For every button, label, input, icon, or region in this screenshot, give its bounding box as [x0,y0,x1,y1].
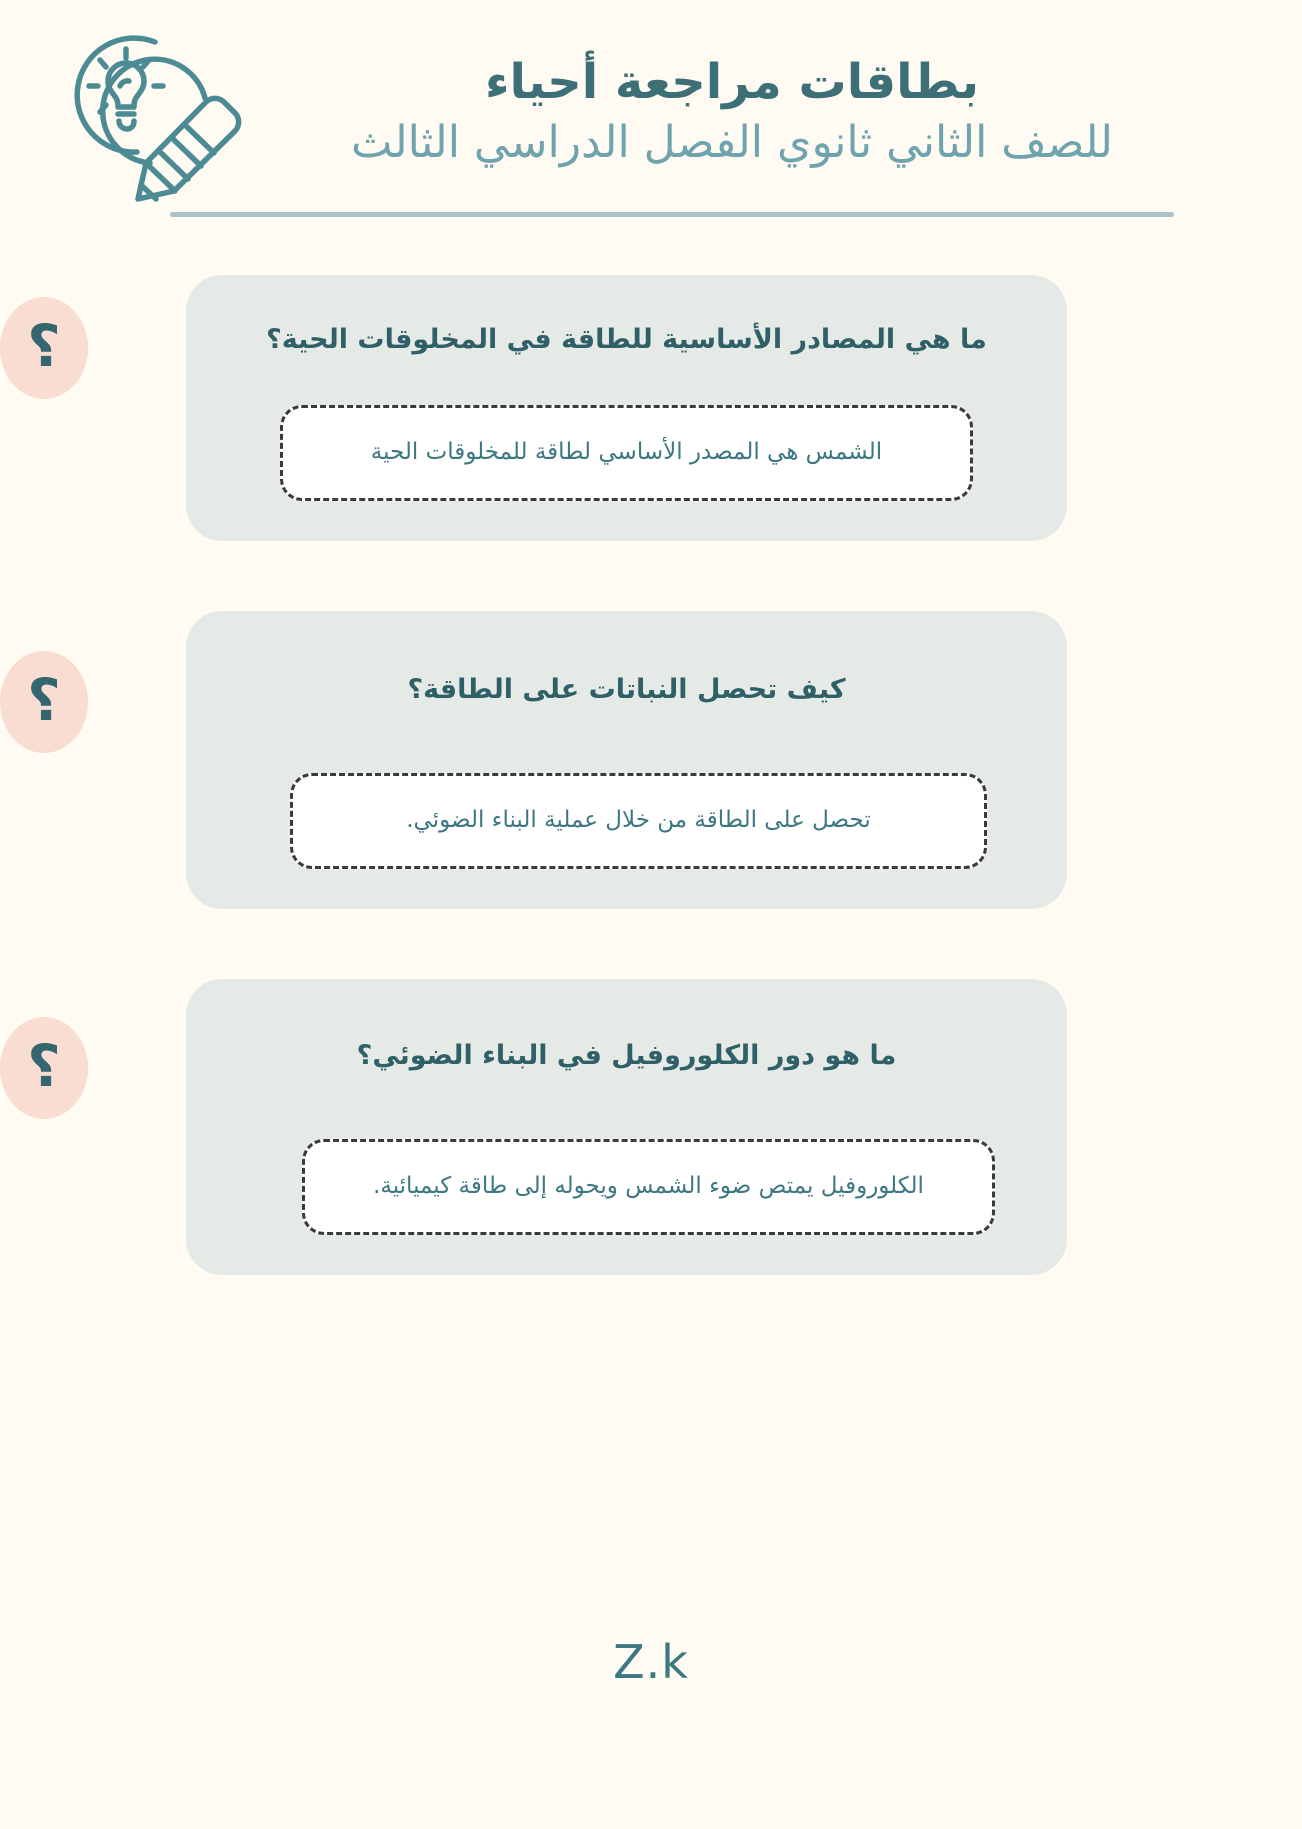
question-mark-icon [0,1017,88,1119]
flashcard-2 [0,611,1302,909]
header-titles [332,55,1132,171]
page-title: بطاقات مراجعة أحياء [485,54,979,110]
answer-box[interactable] [302,1139,995,1235]
header-divider [170,212,1174,217]
flashcard-body[interactable] [186,275,1067,541]
question-mark-icon [0,297,88,399]
answer-box[interactable] [290,773,987,869]
flashcard-body[interactable] [186,979,1067,1275]
answer-text: تحصل على الطاقة من خلال عملية البناء الضوئي. [406,807,871,834]
page-subtitle: للصف الثاني ثانوي الفصل الدراسي الثالث [351,117,1113,169]
page-header [0,0,1302,240]
question-mark-glyph: ؟ [27,1031,61,1100]
answer-box[interactable] [280,405,973,501]
flashcard-1 [0,275,1302,541]
author-signature: Z.k [613,1635,689,1689]
question-text: كيف تحصل النباتات على الطاقة؟ [407,673,846,705]
lightbulb-pencil-icon [42,14,242,214]
question-mark-icon [0,651,88,753]
answer-text: الشمس هي المصدر الأساسي لطاقة للمخلوقات الحية [370,439,883,466]
flashcard-3 [0,979,1302,1275]
question-text: ما هي المصادر الأساسية للطاقة في المخلوقات الحية؟ [266,324,987,355]
question-mark-glyph: ؟ [27,312,61,380]
answer-text: الكلوروفيل يمتص ضوء الشمس ويحوله إلى طاقة كيميائية. [373,1173,924,1200]
flashcard-list [0,275,1302,1345]
page-footer [0,1635,1302,1689]
flashcard-body[interactable] [186,611,1067,909]
question-text: ما هو دور الكلوروفيل في البناء الضوئي؟ [356,1039,897,1071]
question-mark-glyph: ؟ [27,665,61,734]
